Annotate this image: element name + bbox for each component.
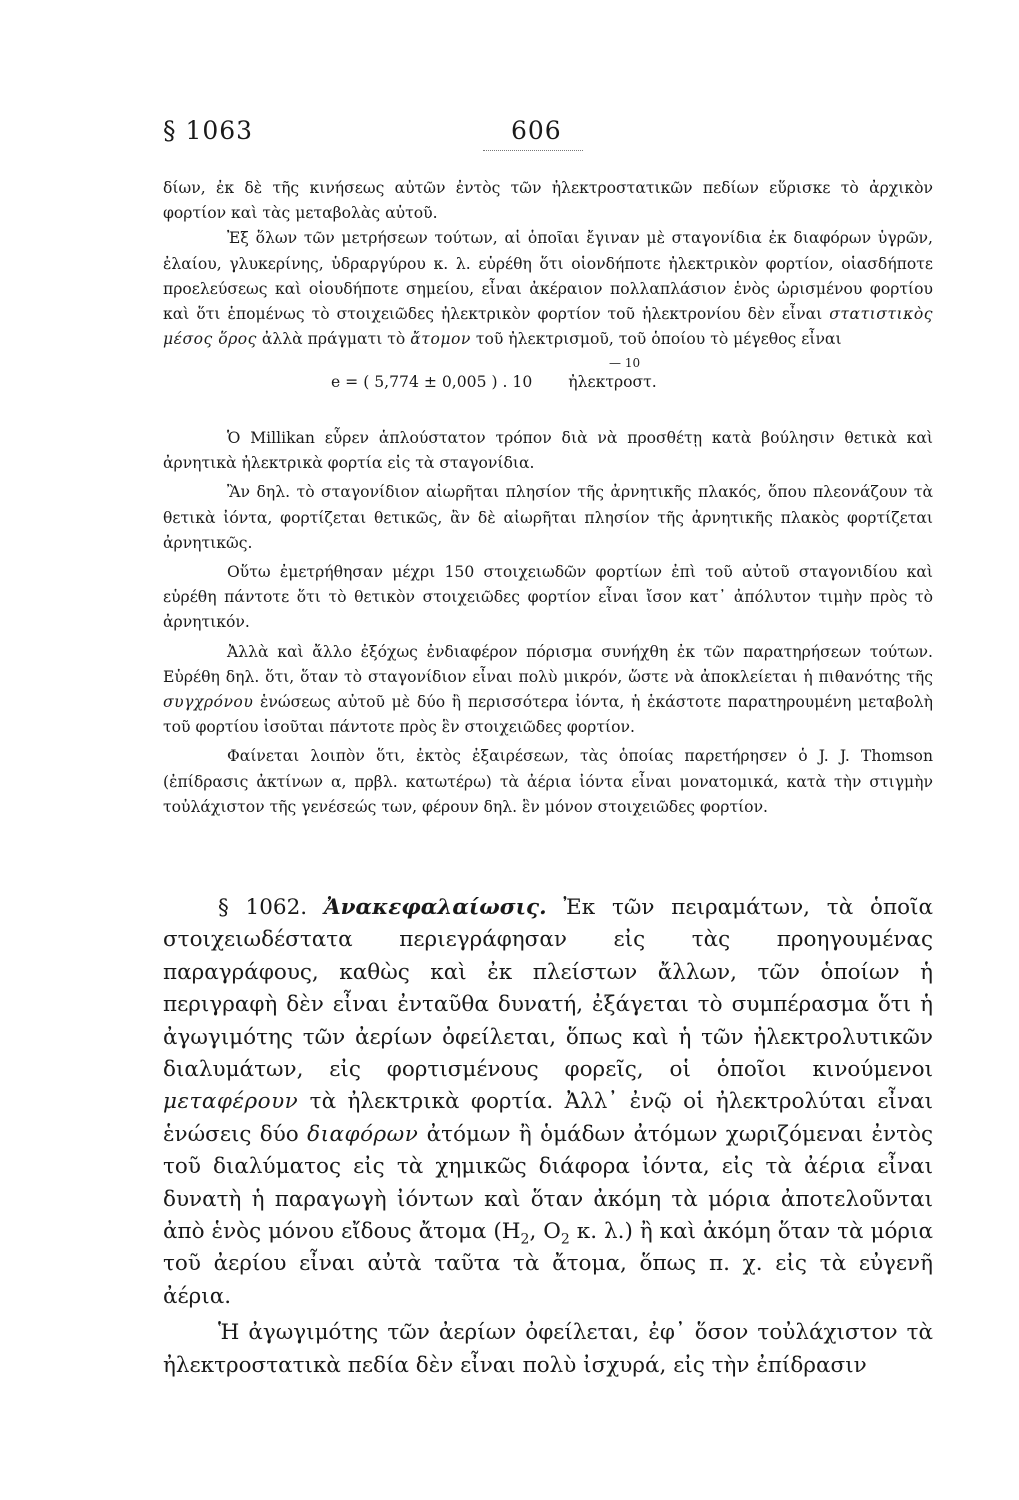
formula-unit: ἠλεκτροστ.: [568, 373, 657, 392]
emphasis: συγχρόνου: [163, 693, 254, 712]
subscript: 2: [520, 1231, 530, 1248]
emphasis: στατιστικὸς μέσος ὅρος: [163, 305, 933, 349]
paragraph: Ἂν δηλ. τὸ σταγονίδιον αἰωρῆται πλησίον τῆς ἀρνητικῆς πλακός, ὅπου πλεονάζουν τὰ θετικὰ ἰόντα, φορτίζεται θετικῶς, ἂν δὲ αἰωρῆται πλησίον τῆς ἀρνητικῆς πλακὸς φορτίζεται ἀρνητικῶς.: [163, 483, 933, 552]
paragraph: Ἀλλὰ καὶ ἄλλο ἐξόχως ἐνδιαφέρον πόρισμα συνήχθη ἐκ τῶν παρατηρήσεων τούτων. Εὑρέθη δηλ. ὅτι, ὅταν τὸ σταγονίδιον εἶναι πολὺ μικρόν, ὥστε νὰ ἀποκλείεται ἡ πιθανότης τῆς συγχρόνου ἑνώσεως αὐτοῦ μὲ δύο ἢ περισσότερα ἰόντα, ἡ ἑκάστοτε παρατηρουμένη μεταβολὴ τοῦ φορτίου ἰσοῦται πάντοτε πρὸς ἓν στοιχειῶδες φορτίον.: [163, 642, 933, 737]
emphasis: ἄτομον: [410, 330, 471, 349]
paragraph: § 1062. Ἀνακεφαλαίωσις. Ἐκ τῶν πειραμάτων, τὰ ὁποῖα στοιχειωδέστατα περιεγράφησαν εἰς τὰς προηγουμένας παραγράφους, καθὼς καὶ ἐκ πλείστων ἄλλων, τῶν ὁποίων ἡ περιγραφὴ δὲν εἶναι ἐνταῦθα δυνατή, ἐξάγεται τὸ συμπέρασμα ὅτι ἡ ἀγωγιμότης τῶν ἀερίων ὀφείλεται, ὅπως καὶ ἡ τῶν ἠλεκτρολυτικῶν διαλυμάτων, εἰς φορτισμένους φορεῖς, οἱ ὁποῖοι κινούμενοι μεταφέρουν τὰ ἠλεκτρικὰ φορτία. Ἀλλ᾽ ἐνῷ οἱ ἠλεκτρολύται εἶναι ἑνώσεις δύο διαφόρων ἀτόμων ἢ ὁμάδων ἀτόμων χωριζόμεναι ἐντὸς τοῦ διαλύματος εἰς τὰ χημικῶς διάφορα ἰόντα, εἰς τὰ ἀέρια εἶναι δυνατὴ ἡ παραγωγὴ ἰόντων καὶ ὅταν ἀκόμη τὰ μόρια ἀποτελοῦνται ἀπὸ ἑνὸς μόνου εἴδους ἄτομα ($H_2$, $O_2$ κ. λ.) ἢ καὶ ἀκόμη ὅταν τὰ μόρια τοῦ ἀερίου εἶναι αὐτὰ ταῦτα τὰ ἄτομα, ὅπως π. χ. εἰς τὰ εὐγενῆ ἀέρια.: [163, 895, 934, 1309]
section-title: Ἀνακεφαλαίωσις.: [323, 895, 547, 920]
emphasis: διαφόρων: [307, 1121, 419, 1147]
section-number: § 1062.: [218, 895, 308, 920]
section-1062: [163, 892, 933, 1382]
formula-exponent: — 10: [609, 356, 641, 371]
formula: [163, 370, 933, 395]
small-print-block-top: [163, 176, 933, 395]
subscript: 2: [560, 1231, 570, 1248]
paragraph: Οὕτω ἐμετρήθησαν μέχρι 150 στοιχειωδῶν φορτίων ἐπὶ τοῦ αὐτοῦ σταγονιδίου καὶ εὑρέθη πάντοτε ὅτι τὸ θετικὸν στοιχειῶδες φορτίον εἶναι ἴσον κατ᾽ ἀπόλυτον τιμὴν πρὸς τὸ ἀρνητικόν.: [163, 563, 933, 632]
paragraph: Ὁ Millikan εὗρεν ἁπλούστατον τρόπον διὰ νὰ προσθέτῃ κατὰ βούλησιν θετικὰ καὶ ἀρνητικὰ ἠλεκτρικὰ φορτία εἰς τὰ σταγονίδια.: [163, 429, 933, 473]
page-header: [163, 116, 943, 156]
small-print-block-middle: [163, 426, 933, 826]
emphasis: μεταφέρουν: [163, 1089, 299, 1115]
paragraph: Ἐξ ὅλων τῶν μετρήσεων τούτων, αἱ ὁποῖαι ἔγιναν μὲ σταγονίδια ἐκ διαφόρων ὑγρῶν, ἐλαίου, γλυκερίνης, ὑδραργύρου κ. λ. εὑρέθη ὅτι οἱονδήποτε ἠλεκτρικὸν φορτίον, οἱασδήποτε προελεύσεως καὶ οἱουδήποτε σημείου, εἶναι ἀκέραιον πολλαπλάσιον ἑνὸς ὡρισμένου φορτίου καὶ ὅτι ἑπομένως τὸ στοιχειῶδες ἠλεκτρικὸν φορτίον τοῦ ἠλεκτρονίου δὲν εἶναι στατιστικὸς μέσος ὅρος ἀλλὰ πράγματι τὸ ἄτομον τοῦ ἠλεκτρισμοῦ, τοῦ ὁποίου τὸ μέγεθος εἶναι: [163, 229, 933, 349]
paragraph: Ἡ ἀγωγιμότης τῶν ἀερίων ὀφείλεται, ἐφ᾽ ὅσον τοὐλάχιστον τὰ ἠλεκτροστατικὰ πεδία δὲν εἶναι πολὺ ἰσχυρά, εἰς τὴν ἐπίδρασιν: [163, 1320, 933, 1378]
page-number: 606: [511, 116, 562, 145]
section-reference: § 1063: [163, 116, 254, 145]
paragraph: Φαίνεται λοιπὸν ὅτι, ἐκτὸς ἐξαιρέσεων, τὰς ὁποίας παρετήρησεν ὁ J. J. Thomson (ἐπίδρασις ἀκτίνων α, πρβλ. κατωτέρω) τὰ ἀέρια ἰόντα εἶναι μονατομικά, κατὰ τὴν στιγμὴν τοὐλάχιστον τῆς γενέσεώς των, φέρουν δηλ. ἓν μόνον στοιχειῶδες φορτίον.: [163, 747, 933, 816]
header-ornament-rule: [483, 150, 583, 153]
paragraph: δίων, ἐκ δὲ τῆς κινήσεως αὐτῶν ἐντὸς τῶν ἠλεκτροστατικῶν πεδίων εὕρισκε τὸ ἀρχικὸν φορτίον καὶ τὰς μεταβολὰς αὐτοῦ.: [163, 179, 933, 223]
formula-main: e = ( 5,774 ± 0,005 ) . 10: [331, 373, 533, 392]
